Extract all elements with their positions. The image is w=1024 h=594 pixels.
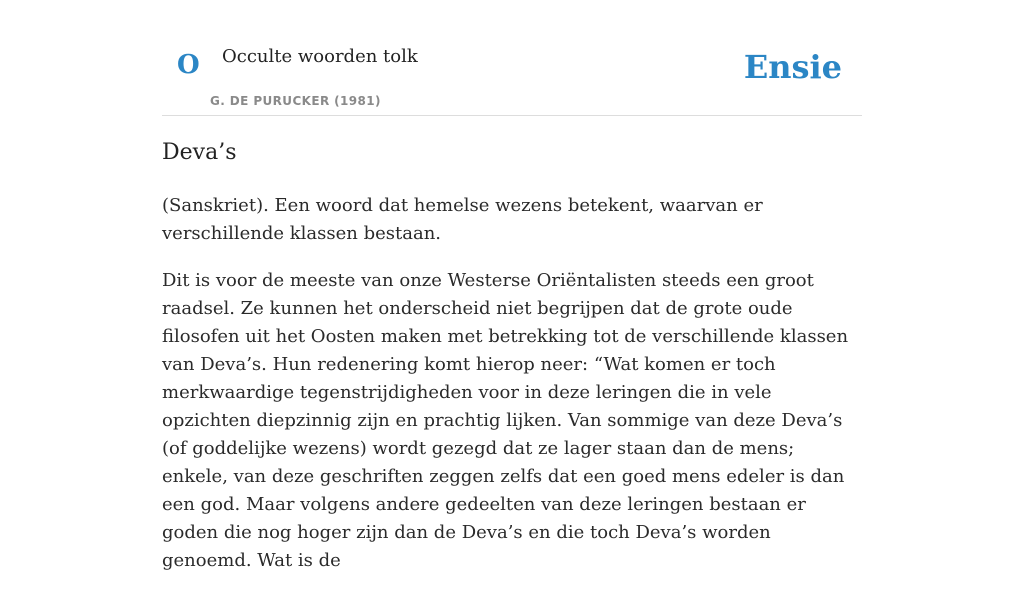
ensie-logo[interactable]: Ensie xyxy=(743,48,842,86)
book-author: G. DE PURUCKER (1981) xyxy=(210,94,381,108)
book-title-link[interactable]: Occulte woorden tolk xyxy=(222,46,418,67)
entry-term-title: Deva’s xyxy=(162,140,237,165)
entry-definition xyxy=(162,192,862,594)
page-container xyxy=(162,0,862,571)
definition-paragraph-2: Dit is voor de meeste van onze Westerse Oriëntalisten steeds een groot raadsel. Ze kunnen het onderscheid niet begrijpen dat de grote oude filosofen uit het Oosten maken met betrekking tot de verschillende klassen van Deva’s. Hun redenering komt hierop neer: “Wat komen er toch merkwaardige tegenstrijdigheden voor in deze leringen die in vele opzichten diepzinnig zijn en prachtig lijken. Van sommige van deze Deva’s (of goddelijke wezens) wordt gezegd dat ze lager staan dan de mens; enkele, van deze geschriften zeggen zelfs dat een goed mens edeler is dan een god. Maar volgens andere gedeelten van deze leringen bestaan er goden die nog hoger zijn dan de Deva’s en die toch Deva’s worden genoemd. Wat is de xyxy=(162,270,849,571)
book-header xyxy=(162,0,862,116)
index-letter[interactable]: O xyxy=(177,50,200,80)
definition-paragraph-1: (Sanskriet). Een woord dat hemelse wezens betekent, waarvan er verschillende klassen bestaan. xyxy=(162,195,763,244)
